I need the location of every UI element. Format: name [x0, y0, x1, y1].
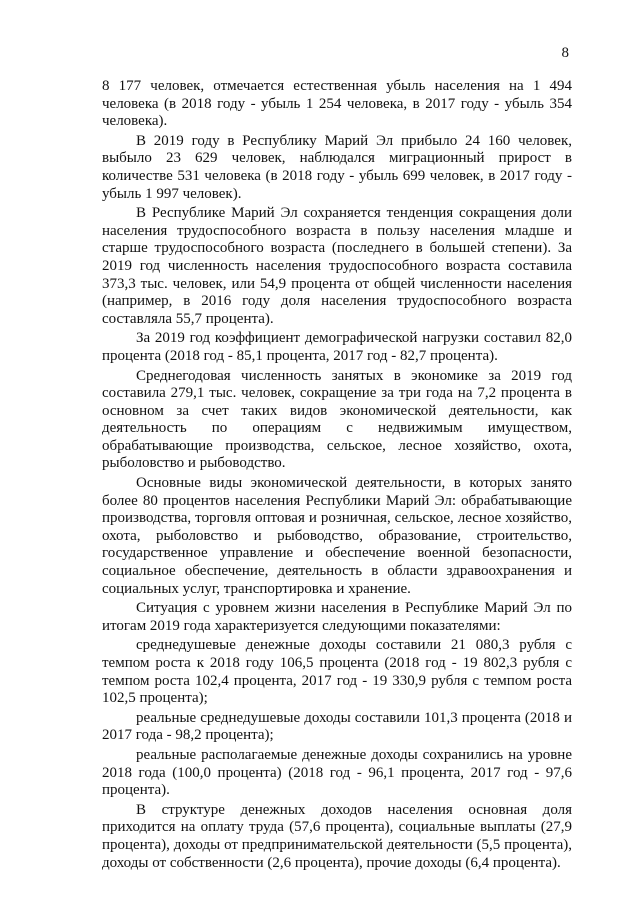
paragraph: За 2019 год коэффициент демографической нагрузки составил 82,0 процента (2018 год - 85,1 процента, 2017 год - 82,7 процента). — [102, 330, 572, 364]
paragraph: 8 177 человек, отмечается естественная убыль населения на 1 494 человека (в 2018 году - убыль 1 254 человека, в 2017 году - убыль 354 человека). — [102, 78, 572, 130]
page-number: 8 — [561, 45, 569, 61]
paragraph: В структуре денежных доходов населения основная доля приходится на оплату труда (57,6 процента), социальные выплаты (27,9 процента), доходы от предпринимательской деятельности (5,5 процента), доходы от собственности (2,6 процента), прочие доходы (6,4 процента). — [102, 801, 572, 871]
paragraph: реальные среднедушевые доходы составили 101,3 процента (2018 и 2017 года - 98,2 процента); — [102, 709, 572, 744]
paragraph: Ситуация с уровнем жизни населения в Республике Марий Эл по итогам 2019 года характеризуется следующими показателями: — [102, 600, 572, 634]
paragraph: Основные виды экономической деятельности, в которых занято более 80 процентов населения Республики Марий Эл: обрабатывающие производства, торговля оптовая и розничная, сельское, лесное хозяйство, охота, рыболовство и рыбоводство, образование, строительство, государственное управление и обеспечение военной безопасности, социальное обеспечение, деятельность в области здравоохранения и социальных услуг, транспортировка и хранение. — [102, 475, 572, 597]
document-body — [102, 78, 572, 874]
paragraph: В Республике Марий Эл сохраняется тенденция сокращения доли населения трудоспособного возраста в пользу населения младше и старше трудоспособного возраста (последнего в большей степени). За 2019 год численность населения трудоспособного возраста составила 373,3 тыс. человек, или 54,9 процента от общей численности населения (например, в 2016 году доля населения трудоспособного возраста составляла 55,7 процента). — [102, 205, 572, 327]
paragraph: реальные располагаемые денежные доходы сохранились на уровне 2018 года (100,0 процента) (2018 год - 96,1 процента, 2017 год - 97,6 процента). — [102, 746, 572, 799]
paragraph: В 2019 году в Республику Марий Эл прибыло 24 160 человек, выбыло 23 629 человек, наблюдался миграционный прирост в количестве 531 человека (в 2018 году - убыль 699 человек, в 2017 году - убыль 1 997 человек). — [102, 132, 572, 202]
paragraph: среднедушевые денежные доходы составили 21 080,3 рубля с темпом роста к 2018 году 106,5 процента (2018 год - 19 802,3 рубля с темпом роста 102,4 процента, 2017 год - 19 330,9 рубля с темпом роста 102,5 процента); — [102, 637, 572, 707]
paragraph: Среднегодовая численность занятых в экономике за 2019 год составила 279,1 тыс. человек, сокращение за три года на 7,2 процента в основном за счет таких видов экономической деятельности, как деятельность по операциям с недвижимым имуществом, обрабатывающие производства, сельское, лесное хозяйство, охота, рыболовство и рыбоводство. — [102, 367, 572, 472]
